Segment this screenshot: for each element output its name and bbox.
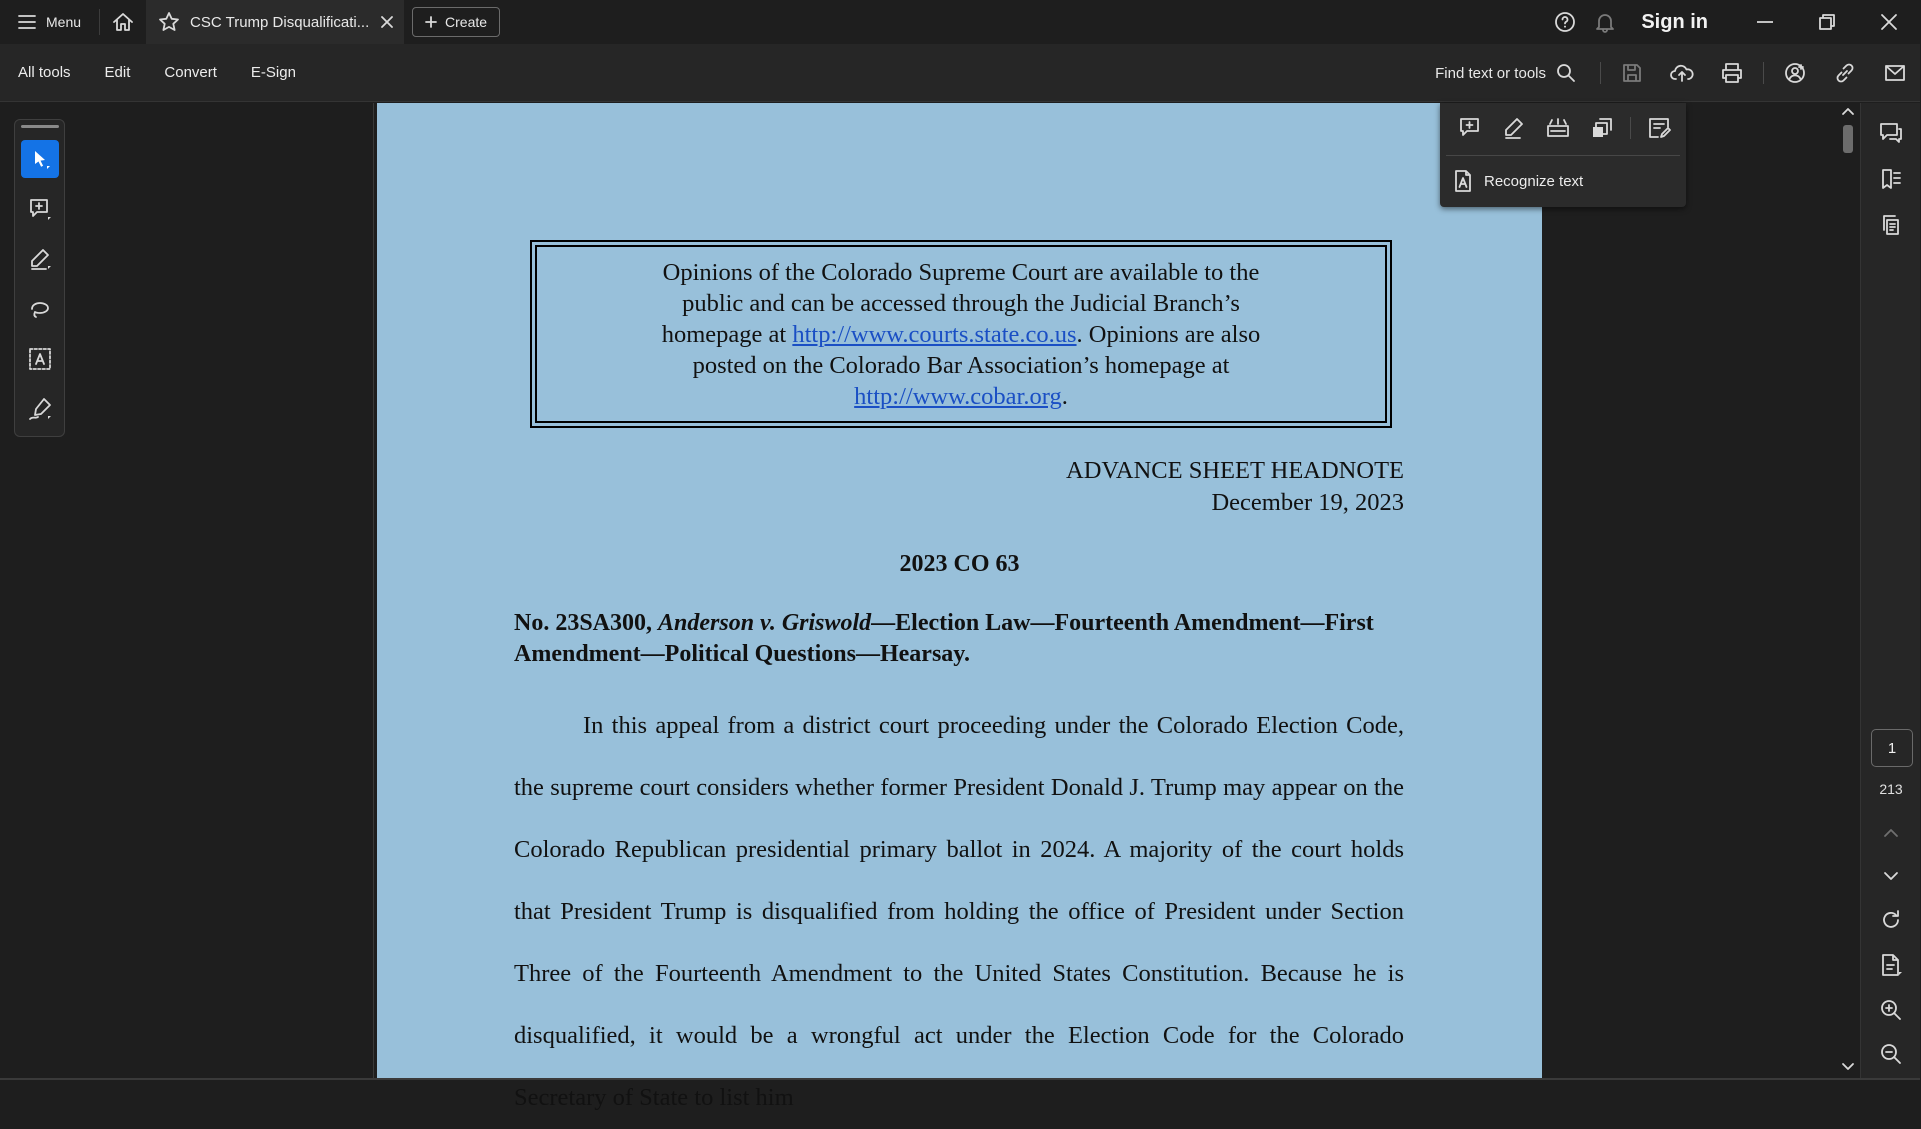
qt-highlight[interactable] [1492, 108, 1536, 148]
create-label: Create [445, 14, 488, 30]
find-label: Find text or tools [1435, 64, 1546, 82]
total-pages: 213 [1879, 781, 1903, 797]
cobar-link[interactable]: http://www.cobar.org [854, 383, 1062, 410]
document-tab[interactable] [146, 0, 404, 44]
menu-edit[interactable]: Edit [104, 64, 131, 81]
qt-edit-text[interactable] [1637, 108, 1681, 148]
case-name: Anderson v. Griswold [658, 610, 872, 636]
scroll-down-arrow-icon[interactable] [1842, 1063, 1854, 1071]
print-button[interactable] [1707, 44, 1757, 102]
lasso-icon [28, 297, 52, 321]
find-text-or-tools[interactable] [1435, 63, 1576, 83]
title-bar-right [1545, 0, 1920, 44]
text-select-tool[interactable] [21, 340, 59, 378]
bell-icon [1595, 11, 1615, 33]
home-button[interactable] [100, 0, 146, 44]
print-icon [1721, 63, 1743, 83]
notifications-button[interactable] [1585, 0, 1625, 44]
page-display-button[interactable] [1871, 945, 1911, 985]
edit-document-icon [1648, 117, 1670, 139]
quick-tools-popover [1440, 103, 1686, 207]
headnote-block [1066, 455, 1404, 519]
comment-add-icon [28, 197, 52, 221]
tab-title: CSC Trump Disqualificati... [190, 13, 370, 31]
home-icon [112, 12, 134, 32]
mail-icon [1884, 64, 1906, 82]
zoom-in-icon [1880, 999, 1902, 1021]
minimize-button[interactable] [1734, 0, 1796, 44]
left-panel [0, 103, 374, 1080]
plus-icon [425, 16, 437, 28]
sign-in-button[interactable]: Sign in [1641, 10, 1708, 33]
draw-freeform-tool[interactable] [21, 290, 59, 328]
select-tool[interactable] [21, 140, 59, 178]
courts-link[interactable]: http://www.courts.state.co.us [792, 321, 1077, 348]
headnote-title: ADVANCE SHEET HEADNOTE [1066, 457, 1404, 484]
hamburger-icon [18, 15, 36, 29]
bookmarks-panel-button[interactable] [1871, 159, 1911, 199]
pages-stack-icon [1591, 117, 1613, 139]
text-box-icon [28, 347, 52, 371]
rotate-view-button[interactable] [1871, 900, 1911, 940]
close-window-button[interactable] [1858, 0, 1920, 44]
link-icon [1834, 62, 1856, 84]
notice-line: public and can be accessed through the Judicial Branch’s [682, 290, 1240, 317]
qt-fill-form[interactable] [1536, 108, 1580, 148]
pen-highlight-icon [28, 247, 52, 271]
copy-pages-icon [1880, 214, 1902, 236]
help-button[interactable] [1545, 0, 1585, 44]
create-button[interactable] [412, 7, 500, 37]
rotate-icon [1880, 909, 1902, 931]
notice-box [530, 240, 1392, 428]
right-sidebar [1860, 103, 1920, 1080]
email-button[interactable] [1870, 44, 1920, 102]
notice-line: posted on the Colorado Bar Association’s homepage at [692, 352, 1230, 379]
menu-label: Menu [46, 14, 82, 30]
menu-bar-right [1435, 44, 1920, 102]
ocr-text-icon [1454, 170, 1472, 192]
pages-panel-button[interactable] [1871, 205, 1911, 245]
scroll-up-arrow-icon[interactable] [1842, 107, 1854, 115]
menu-all-tools[interactable]: All tools [18, 64, 71, 81]
upload-cloud-button[interactable] [1657, 44, 1707, 102]
notice-line [557, 319, 1365, 350]
rail-drag-handle[interactable] [21, 125, 59, 128]
help-icon [1554, 11, 1576, 33]
recognize-text-button[interactable] [1440, 156, 1686, 192]
case-number: No. 23SA300, [514, 610, 659, 636]
bottom-border [0, 1078, 1920, 1080]
close-tab-icon[interactable] [380, 15, 394, 29]
current-page-input[interactable]: 1 [1871, 729, 1913, 767]
headnote-date: December 19, 2023 [1211, 489, 1404, 516]
notice-line: Opinions of the Colorado Supreme Court are available to the [662, 259, 1260, 286]
quick-tools-row [1440, 103, 1686, 153]
recognize-text-label: Recognize text [1484, 172, 1584, 190]
qt-organize-pages[interactable] [1580, 108, 1624, 148]
previous-page-button[interactable] [1871, 813, 1911, 853]
cloud-upload-icon [1670, 63, 1694, 83]
menu-bar [0, 44, 1920, 102]
comment-add-icon [1459, 117, 1481, 139]
title-bar [0, 0, 1920, 44]
add-comment-tool[interactable] [21, 190, 59, 228]
document-page-icon [1880, 954, 1902, 976]
notice-text: . Opinions are also [1076, 321, 1261, 348]
divider [1630, 117, 1631, 139]
restore-icon [1819, 14, 1835, 30]
zoom-out-icon [1880, 1043, 1902, 1065]
notice-line [557, 381, 1365, 412]
bookmark-list-icon [1880, 168, 1902, 190]
share-user-icon [1784, 62, 1806, 84]
save-icon [1622, 63, 1642, 83]
search-icon [1556, 63, 1576, 83]
divider [1763, 62, 1764, 84]
pen-icon [1503, 117, 1525, 139]
highlight-tool[interactable] [21, 240, 59, 278]
next-page-button[interactable] [1871, 856, 1911, 896]
menu-e-sign[interactable]: E-Sign [250, 64, 296, 81]
tool-rail [14, 119, 65, 437]
case-topics: —Election Law—Fourteenth Amendment—First Amendment—Political Questions—Hearsay. [514, 610, 1374, 667]
sign-tool[interactable] [21, 390, 59, 428]
qt-add-comment[interactable] [1448, 108, 1492, 148]
document-viewport[interactable] [375, 103, 1860, 1111]
comments-icon [1879, 122, 1903, 144]
menu-button[interactable] [0, 0, 99, 44]
minimize-icon [1757, 21, 1773, 23]
zoom-out-button[interactable] [1871, 1034, 1911, 1074]
scroll-thumb[interactable] [1843, 125, 1853, 153]
notice-text: . [1061, 383, 1068, 410]
cursor-arrow-icon [29, 148, 51, 170]
divider [1600, 62, 1601, 84]
share-button[interactable] [1770, 44, 1820, 102]
form-field-icon [1546, 117, 1570, 139]
close-icon [1881, 14, 1897, 30]
vertical-scrollbar[interactable] [1838, 103, 1860, 1080]
case-title [514, 608, 1404, 670]
notice-text: homepage at [661, 321, 793, 348]
pdf-page [377, 103, 1542, 1111]
case-citation: 2023 CO 63 [899, 551, 1020, 577]
star-icon[interactable] [158, 11, 180, 33]
save-button[interactable] [1607, 44, 1657, 102]
chevron-up-icon [1883, 828, 1899, 838]
copy-link-button[interactable] [1820, 44, 1870, 102]
signature-pen-icon [28, 397, 52, 421]
opinion-body-text: In this appeal from a district court proceeding under the Colorado Election Code, the supreme court considers whether former President Donald J. Trump may appear on the Colorado Republican presidential primary ballot in 2024. A majority of the court holds that President Trump is disqualified from holding the office of President under Section Three of the Fourteenth Amendment to the United States Constitution. Because he is disqualified, it would be a wrongful act under the Election Code for the Colorado Secretary of State to list him [514, 712, 1404, 1111]
chevron-down-icon [1883, 871, 1899, 881]
menu-convert[interactable]: Convert [164, 64, 217, 81]
zoom-in-button[interactable] [1871, 990, 1911, 1030]
restore-button[interactable] [1796, 0, 1858, 44]
comments-panel-button[interactable] [1871, 113, 1911, 153]
